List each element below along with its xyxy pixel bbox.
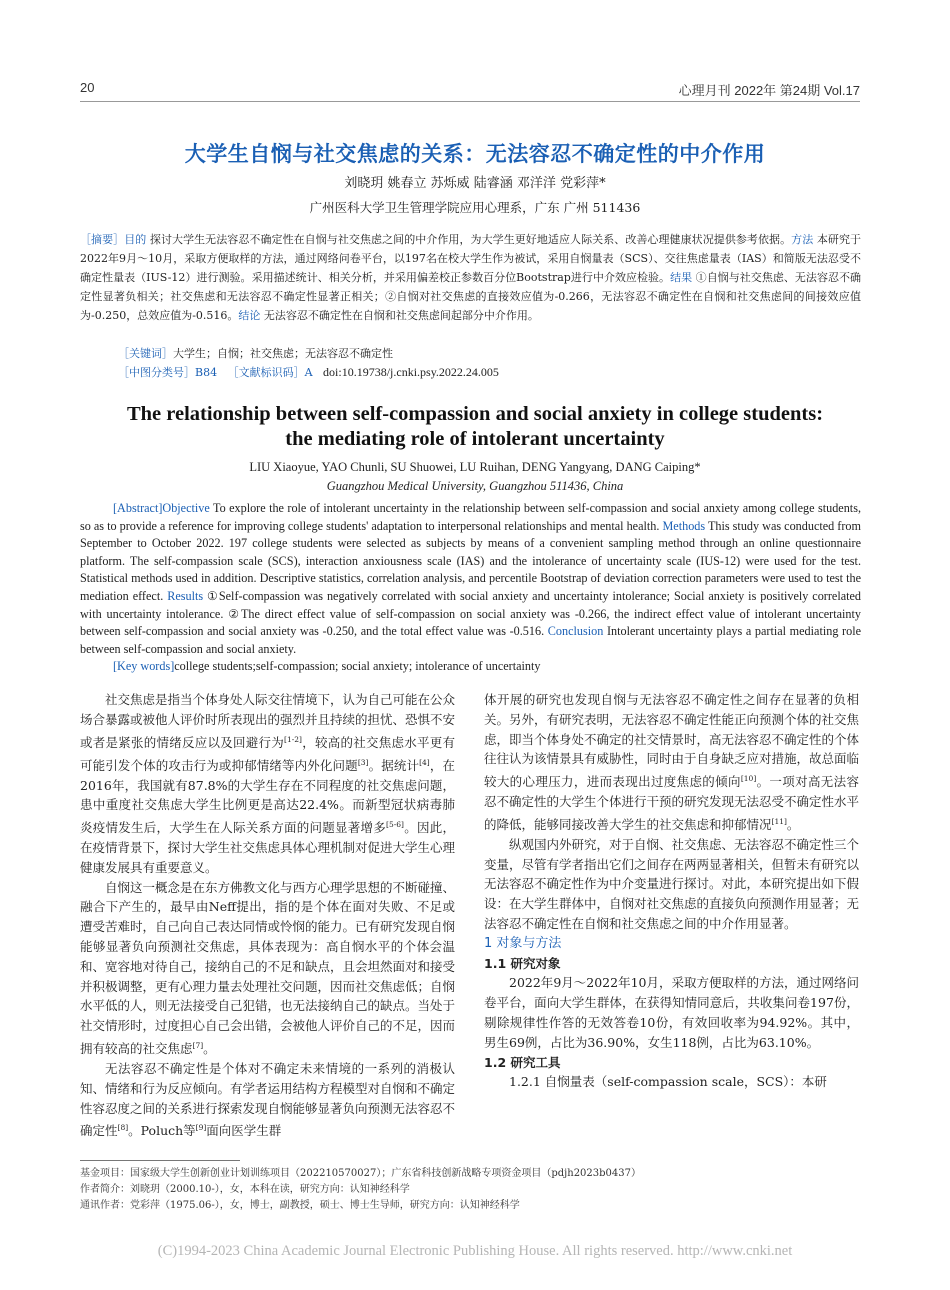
body-paragraph xyxy=(484,690,859,835)
cn-abstract-method: 本研究于2022年9月～10月，采取方便取样的方法，通过网络问卷平台，以197名在校大学生作为被试，采用自悯量表（SCS）、交往焦虑量表（IAS）和简版无法忍受不确定性量表（IUS-12）进行测验。采用描述统计、相关分析，并采用偏差校正参数百分位Bootstrap进行中介效应检验。 xyxy=(80,233,862,284)
en-methods-label: Methods xyxy=(662,518,706,533)
footnotes xyxy=(80,1166,870,1214)
en-affiliation: Guangzhou Medical University, Guangzhou 511436, China xyxy=(326,479,624,493)
en-conclusion-label: Conclusion xyxy=(547,624,604,639)
body-paragraph: 纵观国内外研究，对于自悯、社交焦虑、无法容忍不确定性三个变量，尽管有学者指出它们之间存在两两显著相关，但暂未有研究以无法容忍不确定性作为中介变量进行探讨。对此，本研究提出如下假设：在大学生群体中，自悯对社交焦虑的直接负向预测作用显著；无法容忍不确定性在自悯和社交焦虑之间的中介作用显著。 xyxy=(484,836,860,932)
cn-keywords xyxy=(118,345,393,361)
cn-keywords-label: ［关键词］ xyxy=(118,347,173,360)
text: 自悯这一概念是在东方佛教文化与西方心理学思想的不断碰撞、融合下产生的，最早由Neff提出，指的是个体在面对失败、不足或遭受苦难时，自己向自己表达同情或怜悯的能力。已有研究发现自悯能够显著负向预测社交焦虑，具体表现为：高自悯水平的个体会温和、宽容地对待自己，接纳自己的不足和缺点，且会坦然面对和接受并积极调整，更有心理力量去处理社交问题，因而社交焦虑低；自悯水平低的人，则无法接受自己犯错，也无法接纳自己的缺点。当处于社交情形时，过度担心自己会出错，会被他人评价自己的不足，因而拥有较高的社交焦虑 xyxy=(80,879,456,1057)
text: 。 xyxy=(203,1041,216,1057)
cn-abstract xyxy=(80,230,861,325)
text: 。一项对高无法容忍不确定性的大学生个体进行干预的研究发现无法忍受不确定性水平的降低，能够同接改善大学生的社交焦虑和抑郁情况 xyxy=(484,774,860,833)
en-abstract-results: ①Self-compassion was negatively correlated with social anxiety and uncertainty intolerance; Social anxiety is positively correlated with uncertainty intolerance. ②The direct effect value of self-compassion on social anxiety was -0.266, the indirect effect value of intolerant uncertainty between self-compassion and social anxiety was -0.250, and the total effect value was -0.516. xyxy=(80,588,862,639)
text: ，较高的社交焦虑水平更有可能引发个体的攻击行为或抑郁情绪等内外化问题 xyxy=(80,734,455,773)
text: 社交焦虑是指当个体身处人际交往情境下，认为自己可能在公众场合暴露或被他人评价时所表现出的强烈并且持续的担忧、恐惧不安或者是紧张的情绪反应以及回避行为 xyxy=(80,692,456,750)
body-paragraph xyxy=(80,1059,455,1141)
footnote-author: 作者简介：刘晓玥（2000.10-），女，本科在读，研究方向：认知神经科学 xyxy=(80,1184,410,1195)
clc-label: ［中图分类号］B84 xyxy=(118,366,218,379)
text: 。因此，在疫情背景下，探讨大学生社交焦虑具体心理机制对促进大学生心理健康发展具有重要意义。 xyxy=(80,820,456,875)
en-keywords xyxy=(113,659,540,674)
cn-authors: 刘晓玥 姚春立 苏烁威 陆睿涵 邓洋洋 党彩萍* xyxy=(344,176,606,191)
en-title-line2: the mediating role of intolerant uncertainty xyxy=(285,428,665,450)
citation: [7] xyxy=(192,1041,204,1051)
en-keywords-text: college students;self-compassion; social anxiety; intolerance of uncertainty xyxy=(174,659,541,673)
citation: [1-2] xyxy=(284,734,302,744)
page-number: 20 xyxy=(80,80,95,95)
cn-method-label: 方法 xyxy=(791,233,814,246)
text: 无法容忍不确定性是个体对不确定未来情境的一系列的消极认知、情绪和行为反应倾向。有学者运用结构方程模型对自悯和不确定性容忍度之间的关系进行探索发现自悯能够显著负向预测无法容忍不确定性 xyxy=(80,1060,456,1139)
footnote-fund: 基金项目：国家级大学生创新创业计划训练项目（202210570027）；广东省科技创新战略专项资金项目（pdjh2023b0437） xyxy=(80,1168,641,1179)
footnote-corresponding: 通讯作者：党彩萍（1975.06-），女，博士，副教授，硕士、博士生导师，研究方向：认知神经科学 xyxy=(80,1200,520,1211)
citation: [9] xyxy=(195,1123,207,1133)
cn-abstract-purpose: 探讨大学生无法容忍不确定性在自悯与社交焦虑之间的中介作用，为大学生更好地适应人际关系、改善心理健康状况提供参考依据。 xyxy=(146,233,792,246)
text: ，在2016年，我国就有87.8%的大学生存在不同程度的社交焦虑问题，患中重度社交焦虑大学生比例更是高达22.4%。而新型冠状病毒肺炎疫情发生后，大学生在人际关系方面的问题显著增多 xyxy=(80,757,455,836)
body-right-column xyxy=(484,690,859,1092)
header-divider xyxy=(80,101,860,102)
cn-keywords-text: 大学生；自悯；社交焦虑；无法容忍不确定性 xyxy=(173,347,393,360)
body-paragraph xyxy=(80,690,455,878)
cn-affiliation: 广州医科大学卫生管理学院应用心理系，广东 广州 511436 xyxy=(309,200,641,215)
body-left-column xyxy=(80,690,455,1141)
citation: [11] xyxy=(771,816,787,826)
cn-results-label: 结果 xyxy=(670,271,693,284)
body-paragraph: 2022年9月～2022年10月，采取方便取样的方法，通过网络问卷平台，面向大学生群体，在获得知情同意后，共收集问卷197份，剔除规律性作答的无效答卷10份，有效回收率为94.92%。其中，男生69例，占比为36.90%，女生118例，占比为63.10%。 xyxy=(484,975,859,1050)
citation: [8] xyxy=(117,1123,129,1133)
citation: [3] xyxy=(357,757,369,767)
text: 。Poluch等 xyxy=(128,1123,196,1139)
en-abstract-label: [Abstract]Objective xyxy=(113,501,210,515)
cn-classification xyxy=(118,364,499,380)
cn-abstract-conclusion: 无法容忍不确定性在自悯和社交焦虑间起部分中介作用。 xyxy=(260,309,539,322)
en-keywords-label: [Key words] xyxy=(113,659,175,673)
section-heading: 1 对象与方法 xyxy=(484,935,562,951)
en-title xyxy=(0,402,950,452)
body-paragraph: 1.2.1 自悯量表（self-compassion scale，SCS）：本研 xyxy=(509,1074,827,1090)
doc-code-label: ［文献标识码］A xyxy=(227,366,313,379)
en-title-line1: The relationship between self-compassion and social anxiety in college students: xyxy=(126,403,824,425)
cn-abstract-results: ①自悯与社交焦虑、无法容忍不确定性显著负相关；社交焦虑和无法容忍不确定性显著正相关；②自悯对社交焦虑的直接效应值为-0.266，无法容忍不确定性在自悯和社交焦虑间的间接效应值为-0.250，总效应值为-0.516。 xyxy=(80,271,862,322)
text: 面向医学生群 xyxy=(206,1123,282,1139)
subsection-heading: 1.1 研究对象 xyxy=(484,955,561,971)
footnote-divider xyxy=(80,1160,240,1161)
citation: [4] xyxy=(419,757,430,767)
citation: [10] xyxy=(740,774,757,784)
en-abstract-objective: To explore the role of intolerant uncertainty in the relationship between self-compassion and social anxiety among college students, so as to provide a reference for improving college students' adaptation to interpersonal relationships and mental health. xyxy=(80,501,861,533)
en-authors: LIU Xiaoyue, YAO Chunli, SU Shuowei, LU Ruihan, DENG Yangyang, DANG Caiping* xyxy=(249,460,701,474)
copyright-watermark: (C)1994-2023 China Academic Journal Electronic Publishing House. All rights reserved. http://www.cnki.net xyxy=(157,1243,793,1259)
journal-header: 心理月刊 2022年 第24期 Vol.17 xyxy=(678,83,860,98)
en-results-label: Results xyxy=(167,588,204,603)
cn-abstract-label: ［摘要］目的 xyxy=(80,233,147,246)
text: 。据统计 xyxy=(368,757,420,773)
citation: [5-6] xyxy=(386,820,404,830)
body-paragraph xyxy=(80,878,455,1059)
cn-conclusion-label: 结论 xyxy=(238,309,261,322)
doi: doi:10.19738/j.cnki.psy.2022.24.005 xyxy=(323,365,499,379)
text: 体开展的研究也发现自悯与无法容忍不确定性之间存在显著的负相关。另外，有研究表明，无法容忍不确定性能正向预测个体的社交焦虑，即当个体身处不确定的社交情景时，高无法容忍不确定性的个体往往认为该情景具有威胁性，同时由于自身缺乏应对措施，故总面临较大的心理压力，进而表现出过度焦虑的倾向 xyxy=(484,692,860,790)
en-abstract xyxy=(80,500,861,658)
en-abstract-methods: This study was conducted from September to October 2022. 197 college students were selected as subjects by means of a convenient sampling method through an online questionnaire platform. The self-compassion scale (SCS), interaction anxiousness scale (IAS) and the intolerance of uncertainty scale (IUS-12) were used for the test. Statistical methods used in addition. Descriptive statistics, correlation analysis, and percentile Bootstrap of deviation correction parameters were used to test the mediation effect. xyxy=(80,518,861,603)
cn-title: 大学生自悯与社交焦虑的关系：无法容忍不确定性的中介作用 xyxy=(184,142,766,166)
subsection-heading: 1.2 研究工具 xyxy=(484,1054,561,1070)
en-abstract-conclusion: Intolerant uncertainty plays a partial mediating role between self-compassion and social anxiety. xyxy=(80,624,862,656)
text: 。 xyxy=(786,817,800,833)
